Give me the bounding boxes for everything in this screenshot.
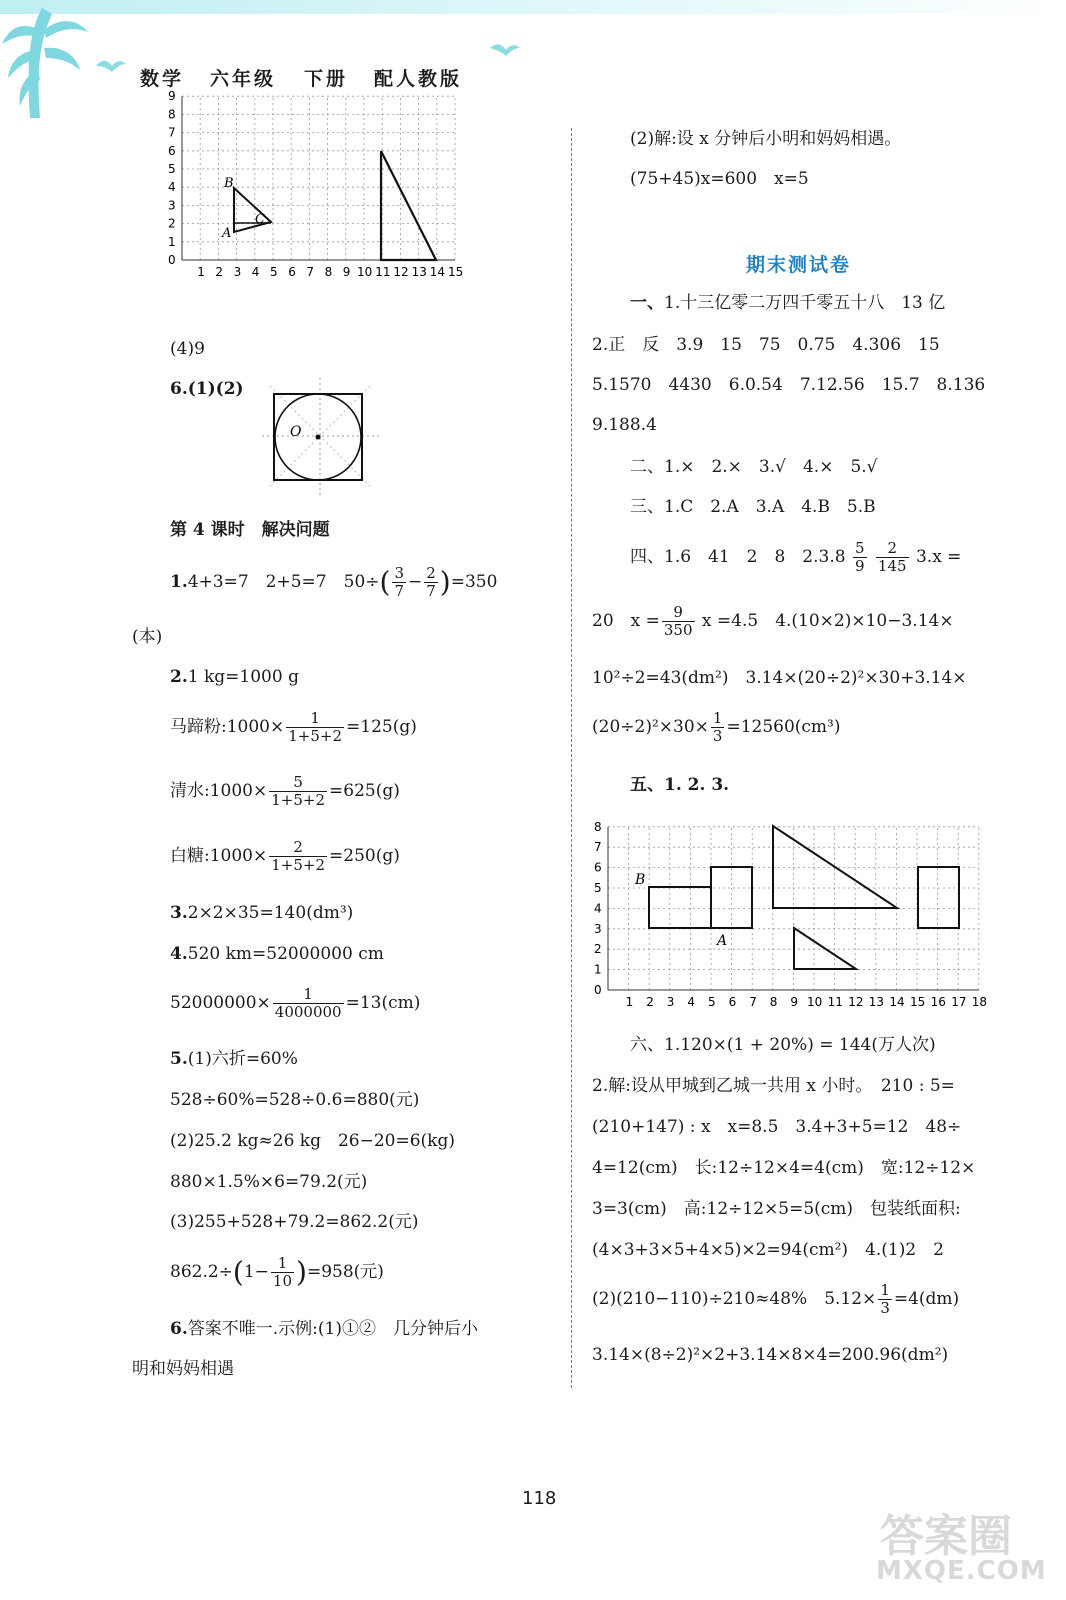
q6-2-line2: (75+45)x=600 x=5	[630, 169, 809, 189]
s1-line2: 2.正 反 3.9 15 75 0.75 4.306 15	[592, 335, 940, 355]
x-tick-label: 1	[625, 995, 634, 1009]
y-tick-label: 9	[168, 89, 176, 104]
q5-line3: (2)25.2 kg≈26 kg 26−20=6(kg)	[170, 1131, 455, 1151]
x-tick-label: 5	[270, 265, 278, 279]
q5-line6: 862.2÷(1− $\frac{1}{10}$ )=958(元)	[170, 1254, 384, 1290]
point-a-label: A	[717, 933, 728, 949]
y-tick-label: 5	[168, 162, 176, 176]
page-number: 118	[522, 1488, 557, 1509]
header-decoration	[0, 0, 1066, 125]
x-tick-label: 18	[971, 995, 988, 1009]
s5-line: 五、1. 2. 3.	[630, 775, 730, 795]
s1-line3: 5.1570 4430 6.0.54 7.12.56 15.7 8.136	[592, 375, 986, 395]
x-tick-label: 2	[646, 995, 654, 1009]
bird-icon	[96, 61, 126, 72]
s1-line4: 9.188.4	[592, 415, 657, 435]
x-tick-label: 15	[448, 265, 464, 279]
palm-tree-icon	[2, 8, 88, 118]
point-b-label: B	[224, 176, 234, 191]
coordinate-graph-1	[160, 89, 470, 325]
s3-line: 三、1.C 2.A 3.A 4.B 5.B	[630, 497, 876, 517]
q6-label: 6.(1)(2)	[170, 379, 244, 399]
x-tick-label: 10	[807, 995, 823, 1009]
y-tick-label: 3	[168, 198, 176, 213]
x-tick-label: 11	[375, 265, 391, 279]
s2-line: 二、1.× 2.× 3.√ 4.× 5.√	[630, 457, 878, 477]
x-tick-label: 9	[790, 995, 799, 1009]
s6-line2: 2.解:设从甲城到乙城一共用 x 小时。 210 : 5=	[592, 1076, 955, 1096]
s6-line1: 六、1.120×(1 + 20%) = 144(万人次)	[630, 1035, 936, 1055]
x-tick-label: 6	[288, 265, 296, 279]
q1-continuation: (本)	[132, 627, 163, 647]
column-divider	[571, 128, 572, 1388]
s4-line1: 四、1.6 41 2 8 2.3.8 $\frac{5}{9}$ $\frac{2}{145}$ 3.x =	[630, 539, 962, 575]
x-tick-label: 2	[215, 265, 224, 279]
y-tick-label: 1	[168, 234, 176, 249]
x-tick-label: 12	[393, 265, 409, 279]
x-tick-label: 4	[251, 265, 260, 279]
q4-note: (4)9	[170, 339, 205, 359]
q2-line2: 马蹄粉:1000× $\frac{1}{1+5+2}$ =125(g)	[170, 709, 417, 745]
y-tick-label: 5	[594, 881, 602, 895]
y-tick-label: 7	[594, 840, 602, 855]
header-subject: 数学	[140, 68, 185, 90]
watermark-url: MXQE.COM	[876, 1556, 1047, 1586]
x-tick-label: 11	[827, 995, 843, 1009]
x-tick-label: 16	[930, 995, 946, 1009]
s6-line5: 3=3(cm) 高:12÷12×5=5(cm) 包装纸面积:	[592, 1199, 961, 1219]
circle-center-label: O	[290, 424, 302, 440]
y-tick-label: 8	[594, 819, 602, 834]
q5-line4: 880×1.5%×6=79.2(元)	[170, 1172, 368, 1192]
s4-line3: 10²÷2=43(dm²) 3.14×(20÷2)²×30+3.14×	[592, 668, 967, 688]
q1-line: 1.4+3=7 2+5=7 50÷( $\frac{3}{7}$ − $\frac{2}{7}$ )=350	[170, 564, 498, 600]
q5-line1: 5.(1)六折=60%	[170, 1049, 298, 1069]
q6-line2: 明和妈妈相遇	[132, 1359, 234, 1379]
s1-line1: 一、1.十三亿零二万四千零五十八 13 亿	[630, 293, 946, 313]
s4-line4: (20÷2)²×30× $\frac{1}{3}$ =12560(cm³)	[592, 709, 841, 745]
x-tick-label: 12	[848, 995, 864, 1009]
bird-icon	[490, 44, 520, 56]
x-tick-label: 13	[868, 995, 885, 1009]
s6-line8: 3.14×(8÷2)²×2+3.14×8×4=200.96(dm²)	[592, 1345, 949, 1365]
rectangle-right	[918, 867, 959, 928]
header-edition: 配人教版	[374, 68, 463, 90]
s6-line6: (4×3+3×5+4×5)×2=94(cm²) 4.(1)2 2	[592, 1240, 944, 1260]
watermark-logo: 答案圈	[880, 1511, 1012, 1562]
x-tick-label: 4	[687, 995, 696, 1009]
q2-line3: 清水:1000× $\frac{5}{1+5+2}$ =625(g)	[170, 773, 400, 809]
y-tick-label: 8	[168, 107, 176, 122]
x-tick-label: 9	[342, 265, 351, 279]
header-grade: 六年级	[210, 68, 277, 90]
x-tick-label: 13	[411, 265, 427, 279]
x-tick-label: 7	[306, 265, 315, 279]
circle-in-square-figure	[262, 378, 382, 498]
y-tick-label: 4	[594, 901, 602, 916]
q6-2-line1: (2)解:设 x 分钟后小明和妈妈相遇。	[630, 129, 902, 149]
point-b-label: B	[635, 872, 646, 888]
q6-line1: 6.答案不唯一.示例:(1)①② 几分钟后小	[170, 1319, 478, 1339]
x-tick-label: 8	[324, 265, 333, 279]
y-tick-label: 0	[168, 253, 176, 267]
x-tick-label: 7	[749, 995, 757, 1009]
x-tick-label: 14	[429, 265, 446, 279]
point-a-label: A	[222, 226, 232, 241]
small-triangle	[794, 928, 856, 969]
y-tick-label: 6	[594, 860, 602, 875]
s6-line4: 4=12(cm) 长:12÷12×4=4(cm) 宽:12÷12×	[592, 1158, 976, 1178]
y-tick-label: 4	[168, 180, 176, 195]
q4-line2: 52000000× $\frac{1}{4000000}$ =13(cm)	[170, 985, 421, 1021]
x-tick-label: 5	[708, 995, 716, 1009]
s6-line3: (210+147) : x x=8.5 3.4+3+5=12 48÷	[592, 1117, 962, 1137]
x-tick-label: 17	[951, 995, 967, 1009]
x-tick-label: 14	[889, 995, 905, 1009]
x-tick-label: 3	[233, 265, 242, 279]
q2-line1: 2.1 kg=1000 g	[170, 667, 299, 687]
y-tick-label: 6	[168, 143, 176, 158]
coordinate-graph-2	[590, 812, 990, 1012]
y-tick-label: 2	[594, 942, 602, 957]
q3-line: 3.2×2×35=140(dm³)	[170, 903, 354, 923]
q4-line1: 4.520 km=52000000 cm	[170, 944, 384, 964]
triangle-abc	[234, 188, 271, 232]
x-tick-label: 3	[666, 995, 675, 1009]
q5-line5: (3)255+528+79.2=862.2(元)	[170, 1212, 419, 1232]
x-tick-label: 8	[769, 995, 778, 1009]
y-tick-label: 0	[594, 983, 602, 997]
final-exam-title: 期末测试卷	[746, 254, 852, 276]
x-tick-label: 15	[910, 995, 926, 1009]
x-tick-label: 1	[197, 265, 205, 279]
y-tick-label: 1	[594, 962, 602, 977]
y-tick-label: 3	[594, 921, 602, 936]
rectangle-b	[649, 887, 711, 928]
q5-line2: 528÷60%=528÷0.6=880(元)	[170, 1090, 420, 1110]
q2-line4: 白糖:1000× $\frac{2}{1+5+2}$ =250(g)	[170, 838, 400, 874]
x-tick-label: 10	[357, 265, 373, 279]
section-title-lesson4: 第 4 课时 解决问题	[170, 520, 330, 540]
x-tick-label: 6	[728, 995, 737, 1009]
y-tick-label: 7	[168, 125, 176, 140]
s4-line2: 20 x = $\frac{9}{350}$ x =4.5 4.(10×2)×10−3.14×	[592, 603, 954, 639]
s6-line7: (2)(210−110)÷210≈48% 5.12× $\frac{1}{3}$ =4(dm)	[592, 1281, 960, 1317]
y-tick-label: 2	[168, 216, 176, 231]
point-c-label: C	[255, 212, 265, 227]
header-volume: 下册	[304, 68, 349, 90]
